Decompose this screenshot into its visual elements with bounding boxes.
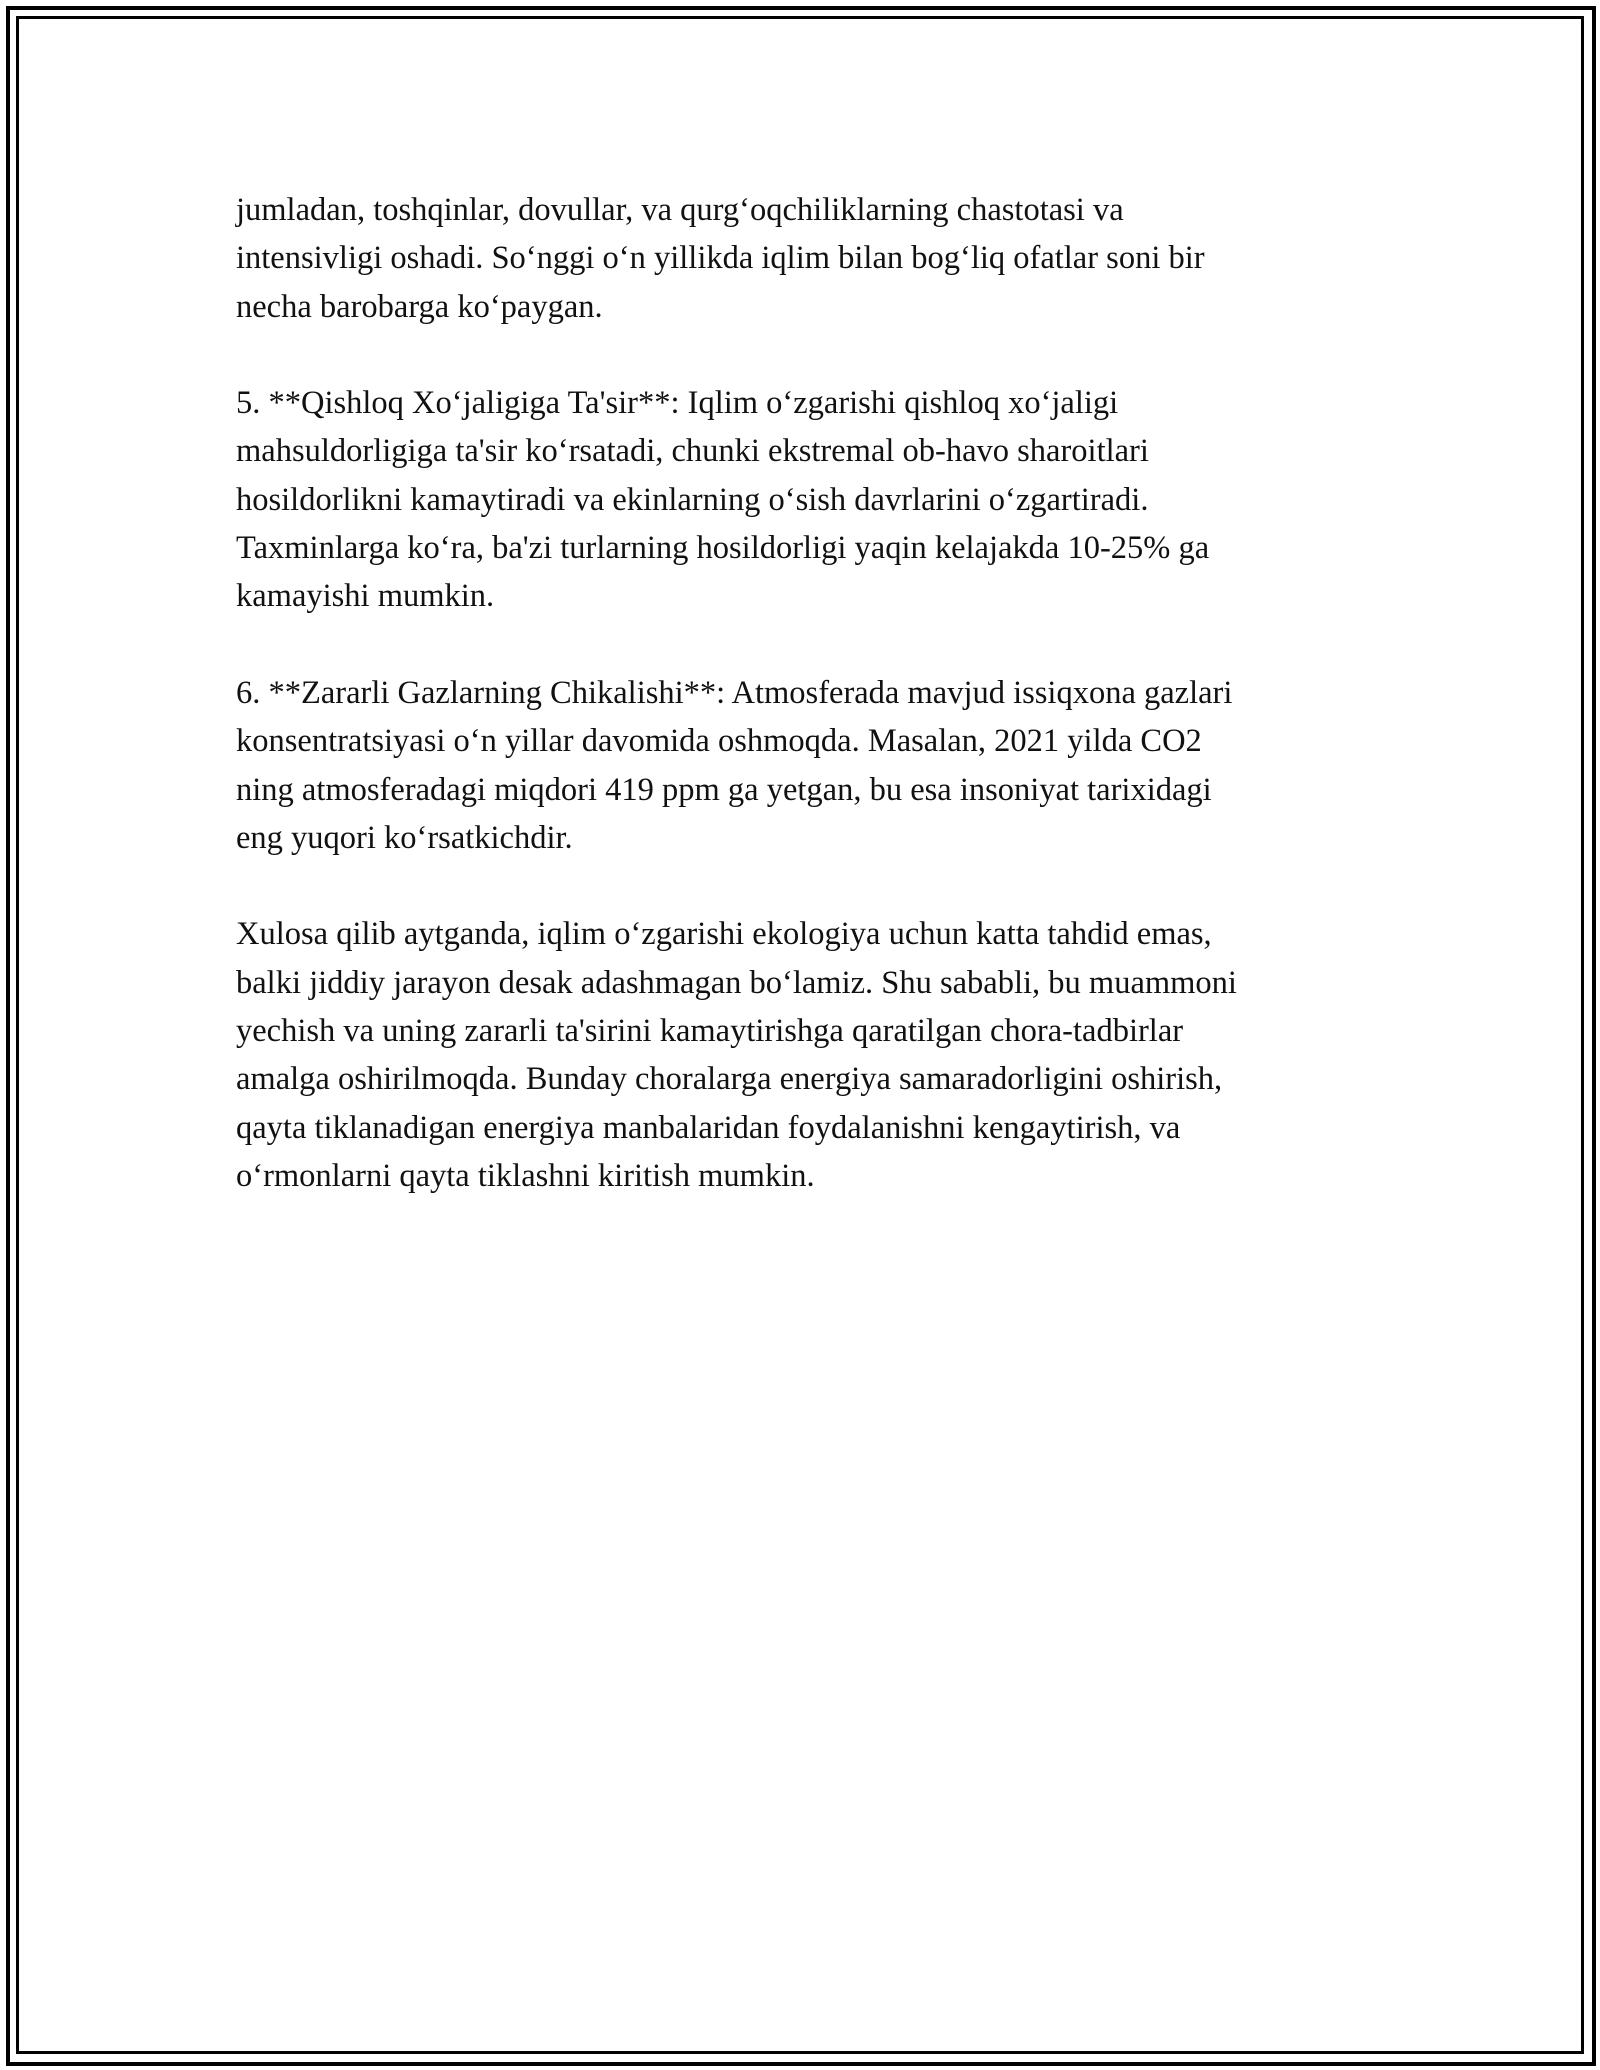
paragraph-conclusion: Xulosa qilib aytganda, iqlim oʻzgarishi ekologiya uchun katta tahdid emas, balki jiddiy jarayon desak adashmagan boʻlamiz. Shu sababli, bu muammoni yechish va uning zararli ta'sirini kamaytirishga qaratilgan chora-tadbirlar amalga oshirilmoqda. Bunday choralarga energiya samaradorligini oshirish, qayta tiklanadigan energiya manbalaridan foydalanishni kengaytirish, va oʻrmonlarni qayta tiklashni kiritish mumkin.	[236, 916, 1237, 1194]
paragraph-agriculture-impact: 5. **Qishloq Xoʻjaligiga Ta'sir**: Iqlim oʻzgarishi qishloq xoʻjaligi mahsuldorligiga ta'sir koʻrsatadi, chunki ekstremal ob-havo sharoitlari hosildorlikni kamaytiradi va ekinlarning oʻsish davrlarini oʻzgartiradi. Taxminlarga koʻra, ba'zi turlarning hosildorligi yaqin kelajakda 10-25% ga kamayishi mumkin.	[236, 385, 1210, 615]
paragraph-disasters-continuation: jumladan, toshqinlar, dovullar, va qurgʻoqchiliklarning chastotasi va intensivligi oshadi. Soʻnggi oʻn yillikda iqlim bilan bogʻliq ofatlar soni bir necha barobarga koʻpaygan.	[236, 192, 1205, 325]
paragraph-harmful-gases: 6. **Zararli Gazlarning Chikalishi**: Atmosferada mavjud issiqxona gazlari konsentratsiyasi oʻn yillar davomida oshmoqda. Masalan, 2021 yilda CO2 ning atmosferadagi miqdori 419 ppm ga yetgan, bu esa insoniyat tarixidagi eng yuqori koʻrsatkichdir.	[236, 674, 1233, 856]
document-body	[236, 186, 1386, 1249]
